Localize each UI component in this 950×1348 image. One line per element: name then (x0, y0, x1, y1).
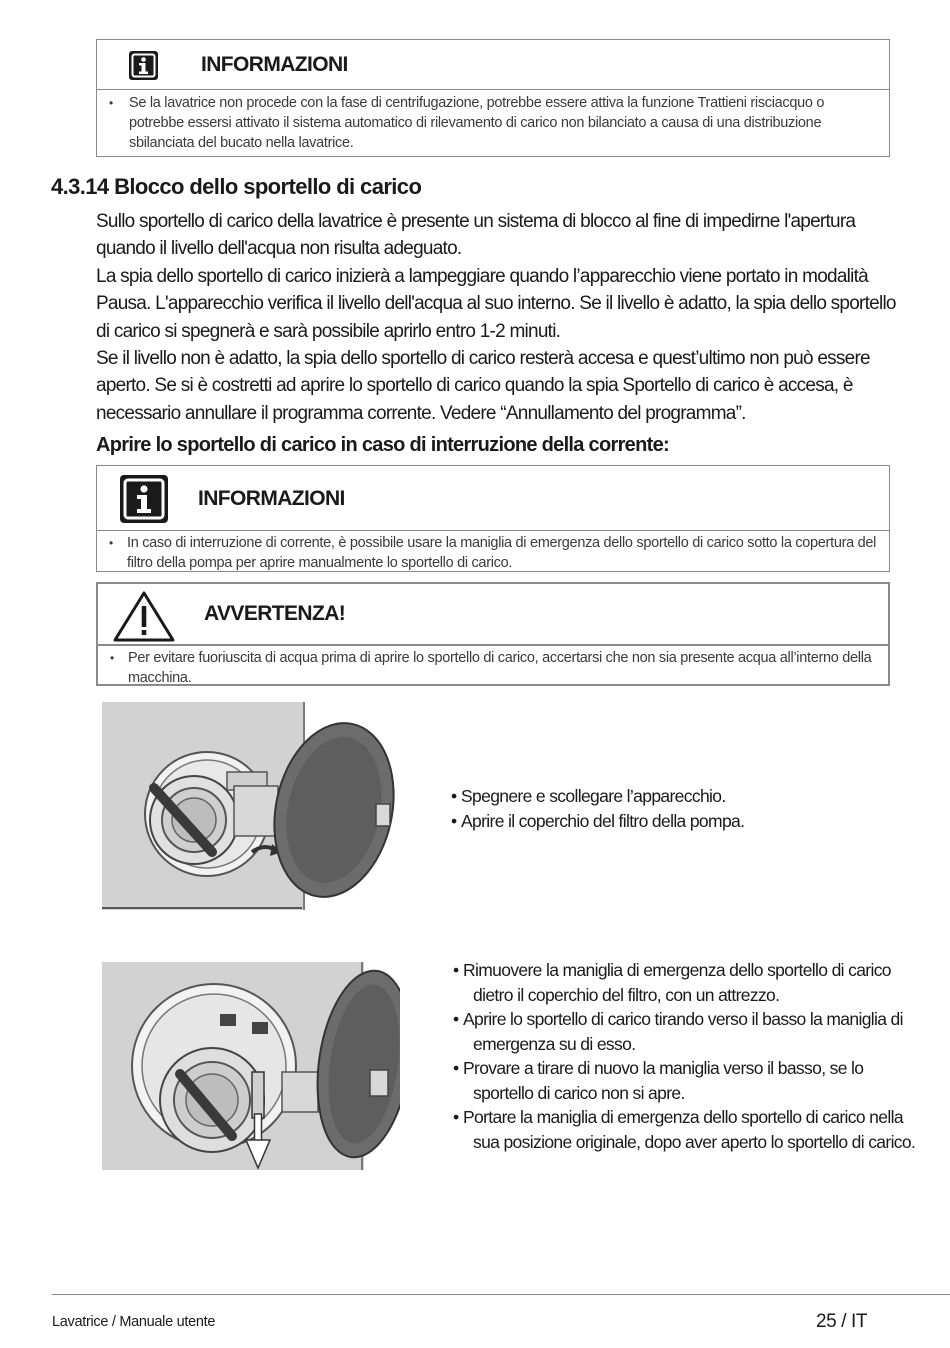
bullet: • (451, 810, 457, 831)
info-box (96, 39, 890, 157)
bullet: • (453, 1009, 459, 1029)
step-text: Portare la maniglia di emergenza dello sportello di carico nella (463, 1107, 903, 1127)
step-item (451, 809, 744, 834)
step-text-continued: dietro il coperchio del filtro, con un attrezzo. (473, 984, 780, 1005)
info-box-header (97, 40, 889, 90)
step-text: Provare a tirare di nuovo la maniglia verso il basso, se lo (463, 1058, 864, 1078)
step-text: Spegnere e scollegare l’apparecchio. (461, 786, 726, 806)
step-text: Rimuovere la maniglia di emergenza dello sportello di carico (463, 960, 891, 980)
info-box-title: INFORMAZIONI (198, 487, 345, 510)
step-item (453, 1105, 915, 1154)
info-icon (119, 474, 169, 524)
bullet: • (109, 536, 113, 550)
info-box-body (97, 533, 889, 573)
step-list (453, 958, 915, 1154)
warning-box-body (98, 648, 888, 688)
section-subheading: Aprire lo sportello di carico in caso di interruzione della corrente: (96, 434, 669, 456)
footer-divider (52, 1294, 950, 1295)
bullet: • (109, 96, 113, 110)
info-box-title: INFORMAZIONI (201, 53, 348, 76)
info-icon (128, 50, 159, 81)
warning-triangle-icon (112, 590, 176, 642)
step-item (453, 958, 915, 1007)
bullet: • (453, 1058, 459, 1078)
bullet: • (110, 651, 114, 665)
footer-document-title: Lavatrice / Manuale utente (52, 1314, 216, 1330)
warning-box (96, 582, 890, 686)
step-item (453, 1007, 915, 1056)
warning-box-title: AVVERTENZA! (204, 602, 346, 625)
bullet: • (453, 1107, 459, 1127)
step-text-continued: sua posizione originale, dopo aver aperto lo sportello di carico. (473, 1131, 916, 1152)
info-box (96, 465, 890, 572)
page-number: 25 / IT (816, 1311, 868, 1332)
warning-box-text: Per evitare fuoriuscita di acqua prima di aprire lo sportello di carico, accertarsi che non sia presente acqua all’interno della macchina. (128, 650, 872, 686)
step-item (451, 784, 744, 809)
bullet: • (451, 786, 457, 806)
info-box-body (97, 93, 889, 153)
warning-box-header (98, 584, 888, 646)
step-text-continued: sportello di carico non si apre. (473, 1082, 685, 1103)
emergency-handle-pull-illustration (102, 962, 400, 1170)
section-paragraph: Se il livello non è adatto, la spia dello sportello di carico resterà accesa e quest’ultimo non può essere aperto. Se si è costretti ad aprire lo sportello di carico quando la spia Sportello di carico è accesa, è necessario annullare il programma corrente. Vedere “Annullamento del programma”. (96, 348, 870, 424)
info-box-header (97, 466, 889, 531)
step-text: Aprire il coperchio del filtro della pompa. (461, 810, 745, 831)
section-paragraph: Sullo sportello di carico della lavatrice è presente un sistema di blocco al fine di impedirne l'apertura quando il livello dell'acqua non risulta adeguato. (96, 211, 856, 260)
info-box-text: In caso di interruzione di corrente, è possibile usare la maniglia di emergenza dello sportello di carico sotto la copertura del filtro della pompa per aprire manualmente lo sportello di carico. (127, 535, 877, 571)
section-heading: 4.3.14 Blocco dello sportello di carico (51, 174, 422, 199)
pump-filter-cover-open-illustration (102, 702, 402, 910)
step-text: Aprire lo sportello di carico tirando verso il basso la maniglia di (463, 1009, 903, 1029)
section-paragraph: La spia dello sportello di carico inizierà a lampeggiare quando l’apparecchio viene portato in modalità Pausa. L'apparecchio verifica il livello dell'acqua al suo interno. Se il livello è adatto, la spia dello sportello di carico si spegnerà e sarà possibile aprirlo entro 1-2 minuti. (96, 266, 896, 342)
step-item (453, 1056, 915, 1105)
step-text-continued: emergenza su di esso. (473, 1033, 636, 1054)
step-list (451, 784, 744, 833)
info-box-text: Se la lavatrice non procede con la fase di centrifugazione, potrebbe essere attiva la funzione Trattieni risciacquo o potrebbe essersi attivato il sistema automatico di rilevamento di carico non bilanciato a causa di una distribuzione sbilanciata del bucato nella lavatrice. (129, 95, 825, 151)
bullet: • (453, 960, 459, 980)
